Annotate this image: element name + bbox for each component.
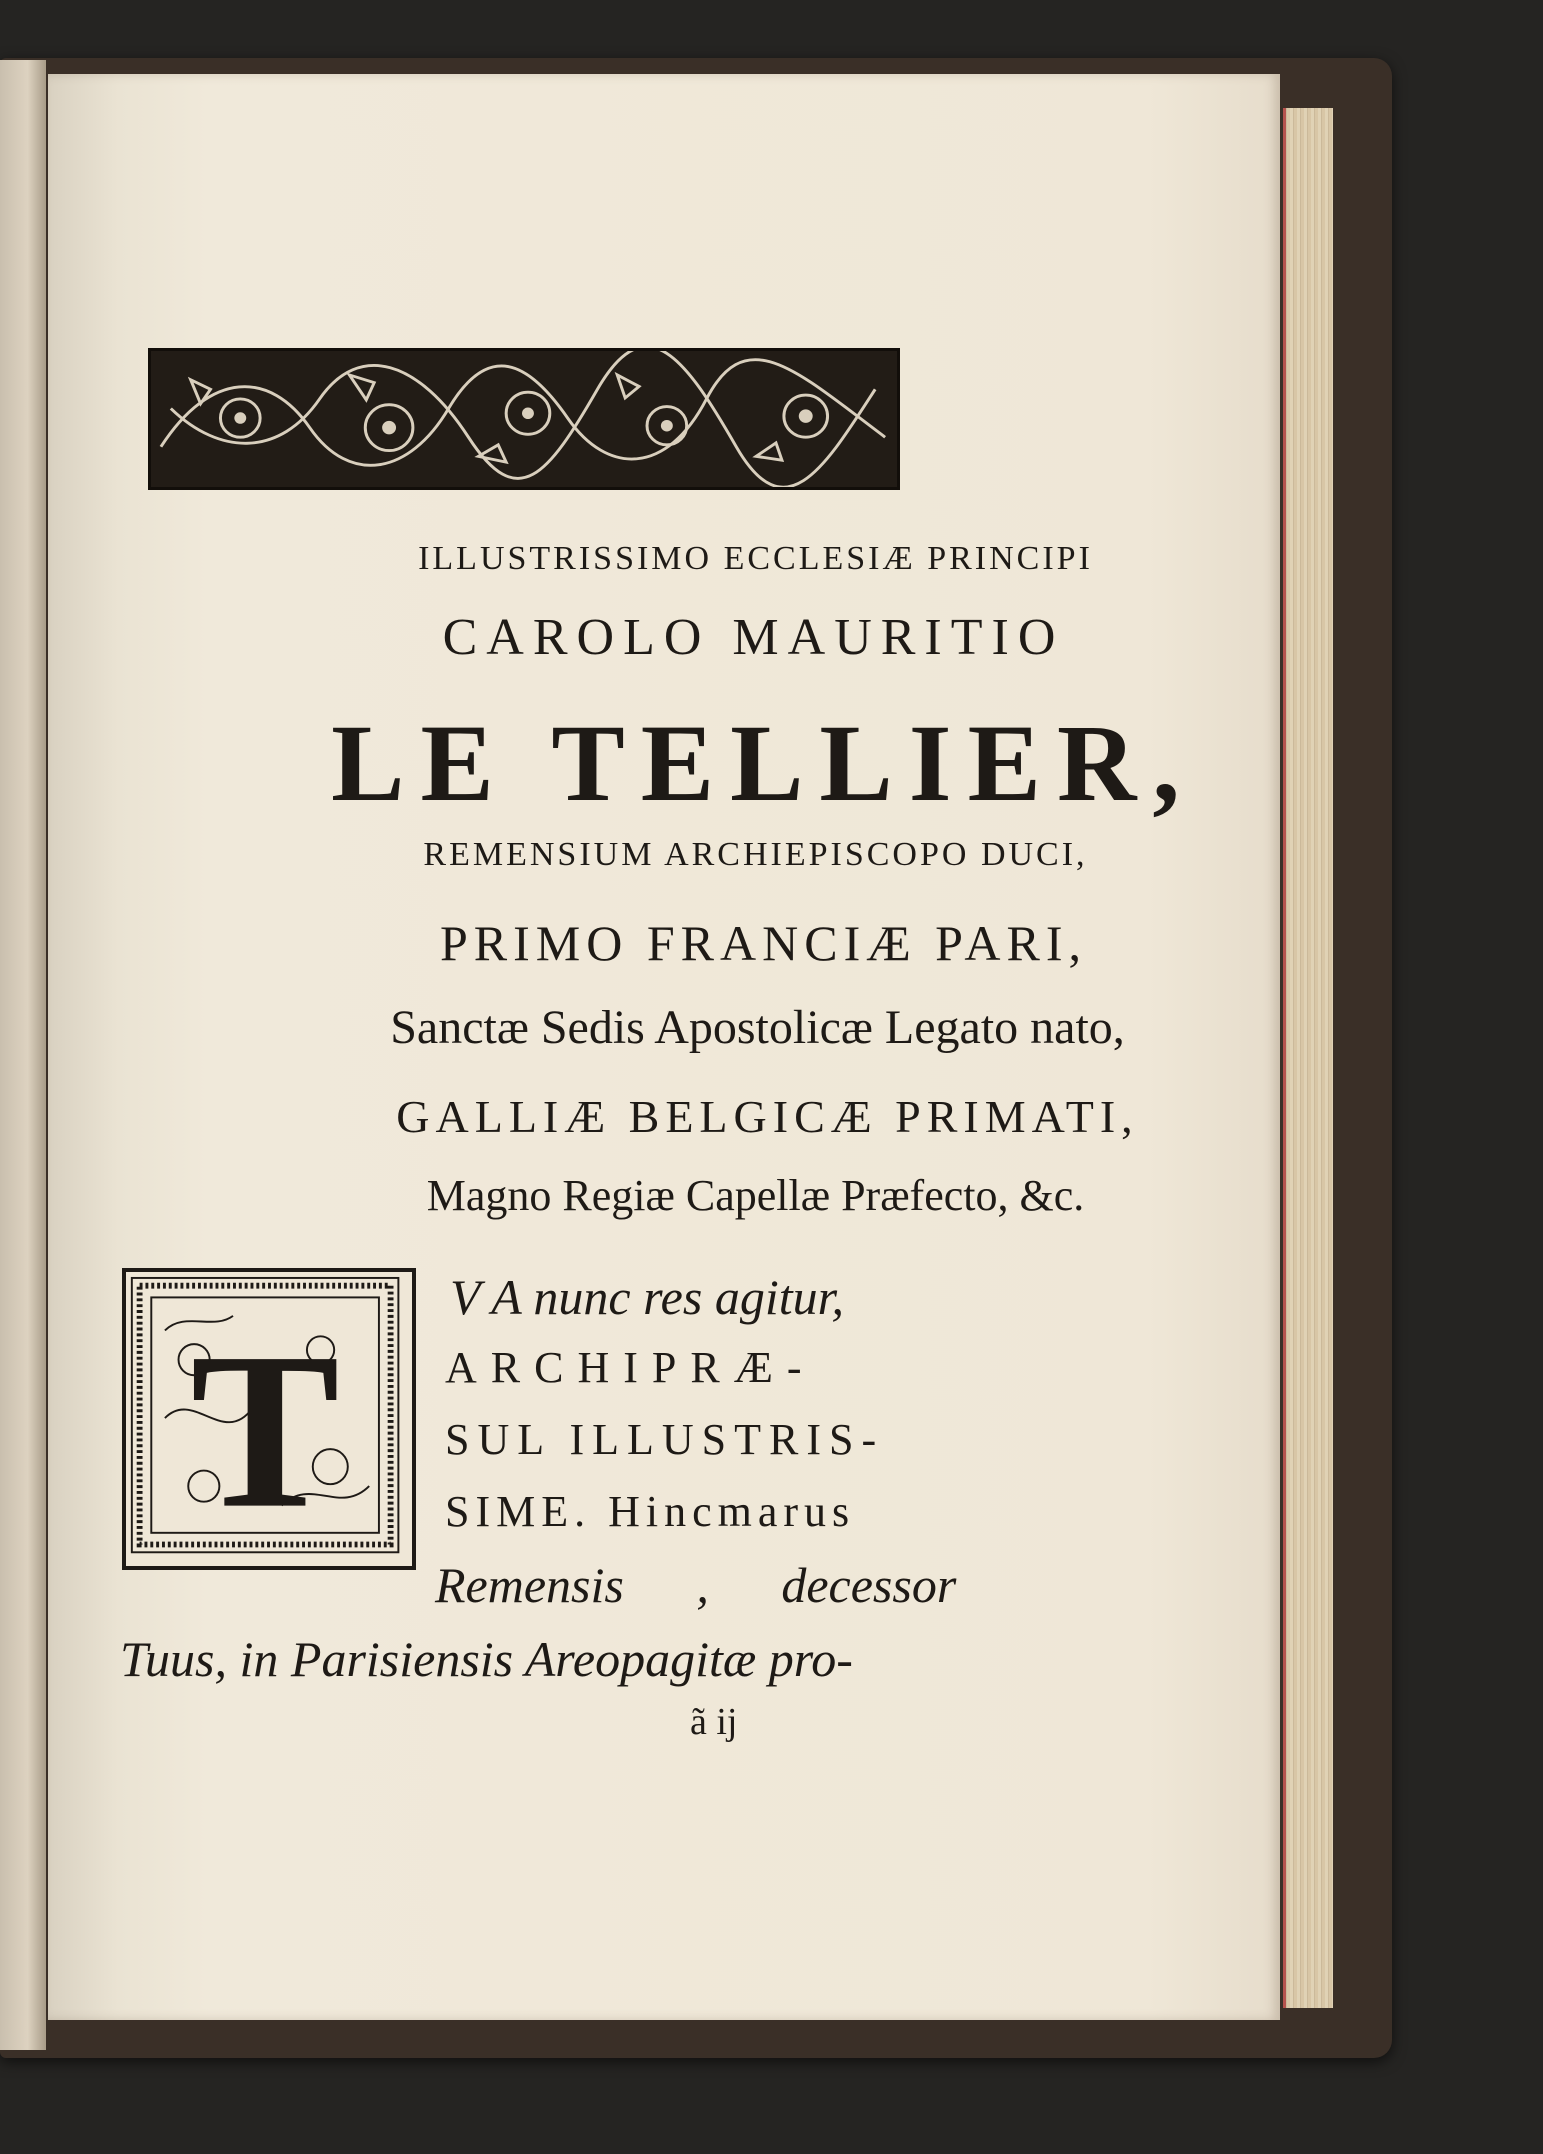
initial-t-icon bbox=[126, 1272, 412, 1566]
dedication-line-1: ILLUSTRISSIMO ECCLESIÆ PRINCIPI bbox=[418, 540, 1093, 577]
decorated-initial bbox=[122, 1268, 416, 1570]
body-line-5: Remensis , decessor bbox=[435, 1557, 957, 1613]
facing-page-edge bbox=[0, 60, 46, 2050]
dedication-name: LE TELLIER, bbox=[331, 702, 1196, 824]
body-line-3: SUL ILLUSTRIS- bbox=[445, 1415, 885, 1464]
dedication-line-8: Magno Regiæ Capellæ Præfecto, &c. bbox=[426, 1171, 1085, 1220]
dedication-line-2: CAROLO MAURITIO bbox=[442, 609, 1065, 666]
body-line-1: V A nunc res agitur, bbox=[450, 1269, 845, 1325]
dedication-line-4: REMENSIUM ARCHIEPISCOPO DUCI, bbox=[423, 836, 1088, 873]
body-line-4: SIME. Hincmarus bbox=[445, 1487, 856, 1536]
initial-letter: T bbox=[190, 1307, 340, 1555]
dedication-line-5: PRIMO FRANCIÆ PARI, bbox=[439, 915, 1088, 971]
page-block-edge bbox=[1283, 108, 1333, 2008]
dedication-line-6: Sanctæ Sedis Apostolicæ Legato nato, bbox=[390, 1001, 1125, 1054]
headpiece-ornament bbox=[148, 348, 900, 490]
foliage-ornament-icon bbox=[151, 351, 897, 487]
signature-mark: ã ij bbox=[690, 1701, 738, 1743]
dedication-line-7: GALLIÆ BELGICÆ PRIMATI, bbox=[396, 1091, 1139, 1142]
body-line-2: ARCHIPRÆ- bbox=[445, 1343, 816, 1392]
body-line-6: Tuus, in Parisiensis Areopagitæ pro- bbox=[120, 1631, 853, 1687]
